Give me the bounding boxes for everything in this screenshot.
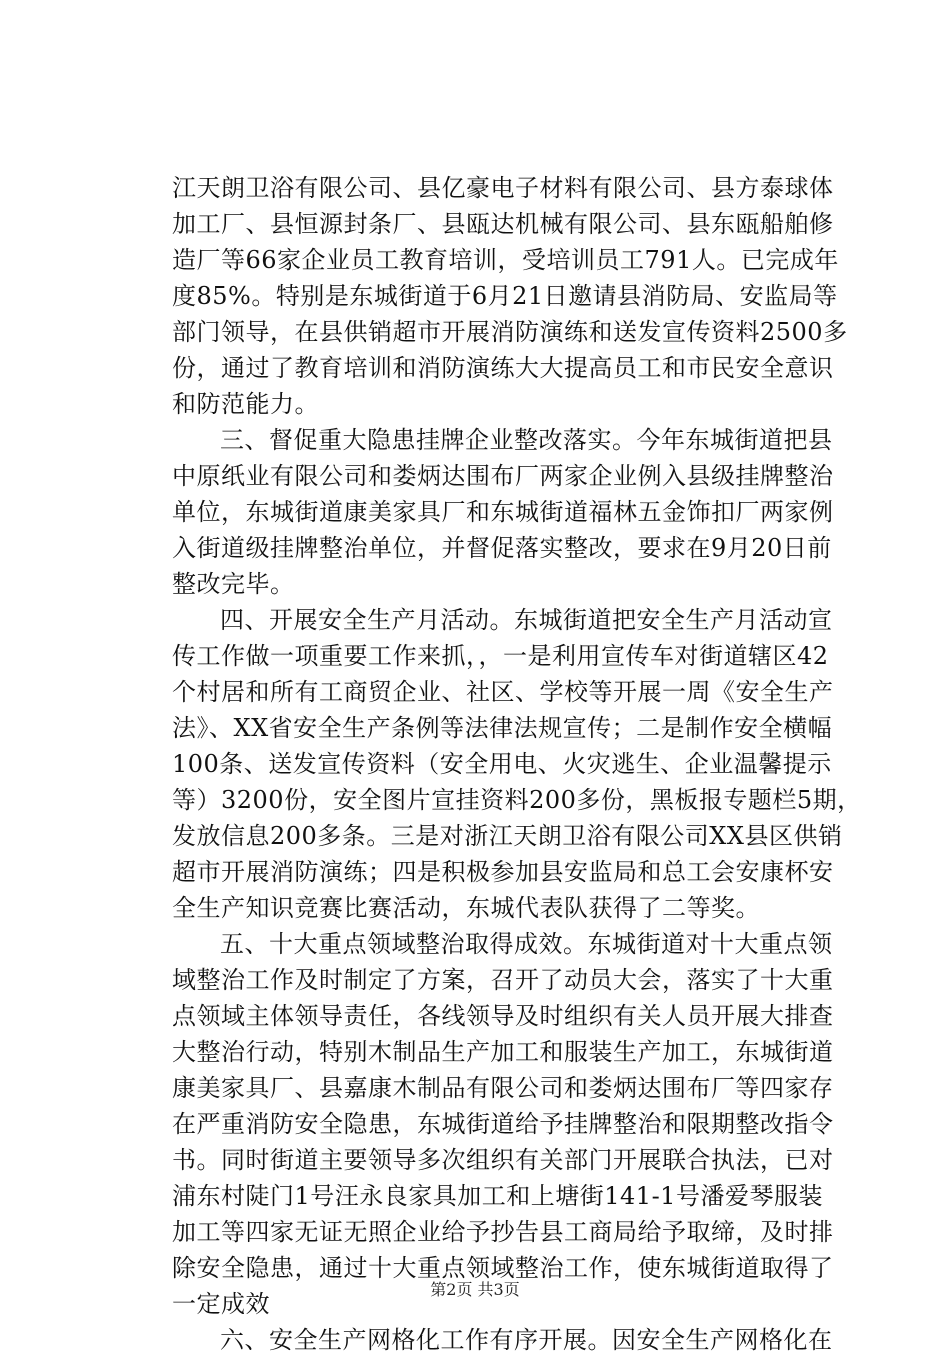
text-line: 入街道级挂牌整治单位，并督促落实整改，要求在9月20日前 <box>172 534 832 562</box>
text-line: 和防范能力。 <box>172 390 319 418</box>
text-line: 造厂等66家企业员工教育培训，受培训员工791人。已完成年 <box>172 246 839 274</box>
text-line: 在严重消防安全隐患，东城街道给予挂牌整治和限期整改指令 <box>172 1110 834 1138</box>
text-line: 浦东村陡门1号汪永良家具加工和上塘街141-1号潘爱琴服装 <box>172 1182 823 1210</box>
text-line: 等）3200份，安全图片宣挂资料200多份，黑板报专题栏5期， <box>172 786 862 814</box>
section-heading-line: 六、安全生产网格化工作有序开展。因安全生产网格化在 <box>220 1326 833 1354</box>
text-line: 域整治工作及时制定了方案，召开了动员大会，落实了十大重 <box>172 966 834 994</box>
text-line: 加工等四家无证无照企业给予抄告县工商局给予取缔，及时排 <box>172 1218 834 1246</box>
text-line: 部门领导，在县供销超市开展消防演练和送发宣传资料2500多 <box>172 318 848 346</box>
text-line: 江天朗卫浴有限公司、县亿豪电子材料有限公司、县方泰球体 <box>172 174 834 202</box>
text-line: 整改完毕。 <box>172 570 295 598</box>
text-line: 份，通过了教育培训和消防演练大大提高员工和市民安全意识 <box>172 354 834 382</box>
text-line: 个村居和所有工商贸企业、社区、学校等开展一周《安全生产 <box>172 678 834 706</box>
text-line: 超市开展消防演练；四是积极参加县安监局和总工会安康杯安 <box>172 858 834 886</box>
text-line: 100条、送发宣传资料（安全用电、火灾逃生、企业温馨提示 <box>172 750 832 778</box>
page-number: 第2页 共3页 <box>430 1280 520 1299</box>
text-line: 点领域主体领导责任，各线领导及时组织有关人员开展大排查 <box>172 1002 834 1030</box>
text-line: 法》、XX省安全生产条例等法律法规宣传；二是制作安全横幅 <box>172 714 833 742</box>
text-line: 书。同时街道主要领导多次组织有关部门开展联合执法，已对 <box>172 1146 834 1174</box>
text-line: 全生产知识竞赛比赛活动，东城代表队获得了二等奖。 <box>172 894 760 922</box>
text-line: 单位，东城街道康美家具厂和东城街道福林五金饰扣厂两家例 <box>172 498 834 526</box>
text-line: 中原纸业有限公司和娄炳达围布厂两家企业例入县级挂牌整治 <box>172 462 834 490</box>
text-line: 传工作做一项重要工作来抓，，一是利用宣传车对街道辖区42 <box>172 642 829 670</box>
page-footer <box>0 1280 950 1300</box>
section-heading-line: 三、督促重大隐患挂牌企业整改落实。今年东城街道把县 <box>220 426 833 454</box>
text-line: 加工厂、县恒源封条厂、县瓯达机械有限公司、县东瓯船舶修 <box>172 210 834 238</box>
text-line: 发放信息200多条。三是对浙江天朗卫浴有限公司XX县区供销 <box>172 822 843 850</box>
section-heading-line: 五、十大重点领域整治取得成效。东城街道对十大重点领 <box>220 930 833 958</box>
text-line: 大整治行动，特别木制品生产加工和服装生产加工，东城街道 <box>172 1038 834 1066</box>
text-line: 一定成效 <box>172 1290 270 1318</box>
text-line: 除安全隐患，通过十大重点领域整治工作，使东城街道取得了 <box>172 1254 834 1282</box>
section-heading-line: 四、开展安全生产月活动。东城街道把安全生产月活动宣 <box>220 606 833 634</box>
text-line: 康美家具厂、县嘉康木制品有限公司和娄炳达围布厂等四家存 <box>172 1074 834 1102</box>
text-line: 度85%。特别是东城街道于6月21日邀请县消防局、安监局等 <box>172 282 838 310</box>
document-body <box>172 170 862 1358</box>
